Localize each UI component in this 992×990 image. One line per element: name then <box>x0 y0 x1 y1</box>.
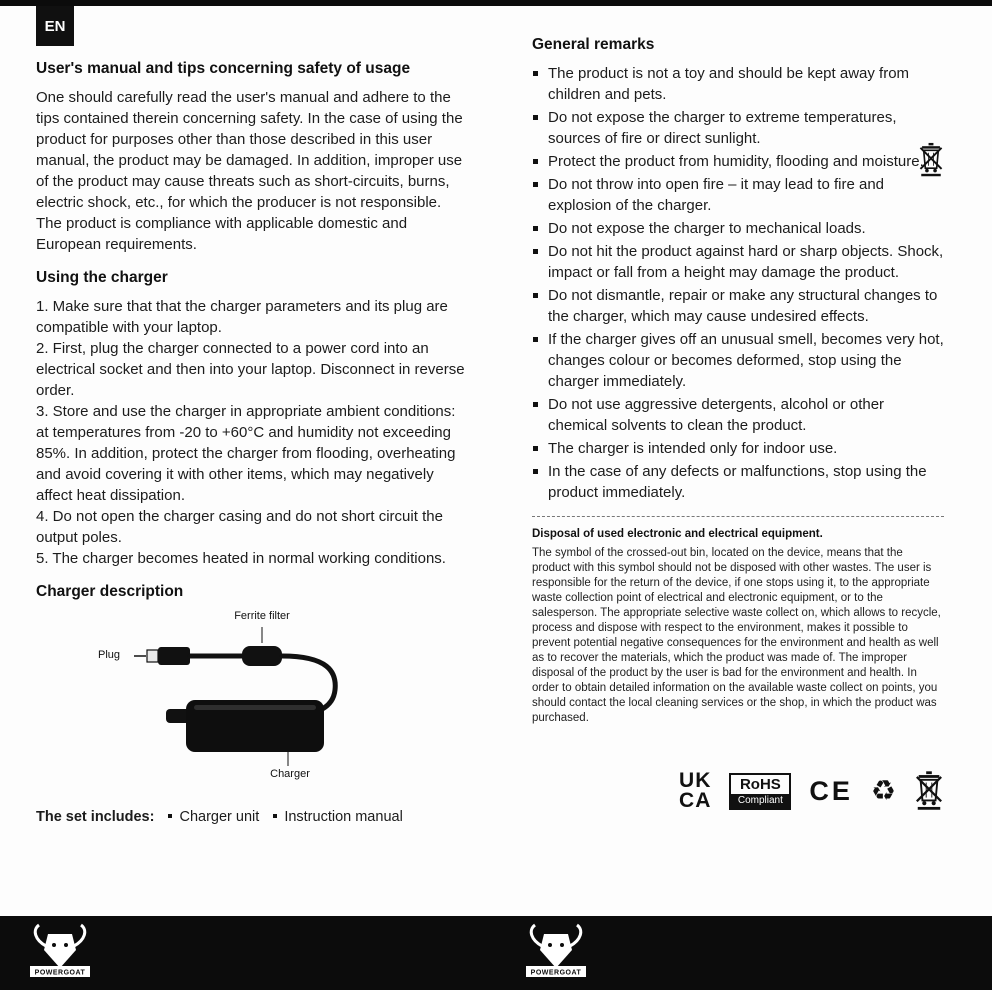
remark-item: If the charger gives off an unusual smell, becomes very hot, changes colour or becomes deformed, stop using the charger immediately. <box>532 329 944 392</box>
charger-diagram <box>36 610 468 795</box>
using-step-5: 5. The charger becomes heated in normal working conditions. <box>36 550 446 567</box>
remark-item: The product is not a toy and should be kept away from children and pets. <box>532 63 944 105</box>
remark-item: Do not hit the product against hard or sharp objects. Shock, impact or fall from a height may damage the product. <box>532 241 944 283</box>
using-step-1: 1. Make sure that that the charger parameters and its plug are compatible with your laptop. <box>36 298 448 336</box>
using-charger-heading: Using the charger <box>36 269 168 286</box>
remark-item: In the case of any defects or malfunctions, stop using the product immediately. <box>532 461 944 503</box>
left-column <box>36 60 468 825</box>
ukca-mark <box>679 771 711 811</box>
disposal-body: The symbol of the crossed-out bin, located on the device, means that the product with this symbol should not be disposed with other wastes. The user is responsible for the return of the device, if one stops using it, to the appropriate waste collection point of electrical and electronic equipment, or to the salesperson. The appropriate selective waste collect on, which allows to recycle, process and dispose with respect to the environment, makes it possible to prevent potential negative consequences for the environment and health as well as to recover the materials, which the product was made of. The improper disposal of the product by the user is bad for the environment and health. In order to obtain detailed information on the available waste collect on points, you should contact the local cleaning services or the shop, in which the product was purchased. <box>532 547 941 724</box>
powergoat-wordmark: POWERGOAT <box>34 969 86 977</box>
remark-item: Do not throw into open fire – it may lead to fire and explosion of the charger. <box>532 174 944 216</box>
remark-item: Do not dismantle, repair or make any structural changes to the charger, which may cause undesired effects. <box>532 285 944 327</box>
compliance-marks-row <box>532 770 944 812</box>
set-item-instruction-manual: Instruction manual <box>284 809 403 825</box>
plug-label: Plug <box>98 649 121 661</box>
disposal-heading: Disposal of used electronic and electrical equipment. <box>532 528 823 540</box>
ukca-bottom-text: CA <box>679 789 712 812</box>
safety-section-heading: User's manual and tips concerning safety of usage <box>36 60 411 77</box>
powergoat-logo <box>524 922 588 982</box>
scan-top-edge <box>0 0 992 6</box>
rohs-mark <box>729 773 791 810</box>
using-step-2: 2. First, plug the charger connected to a power cord into an electrical socket and then into your laptop. Disconnect in reverse order. <box>36 340 465 399</box>
square-bullet-icon <box>168 814 172 818</box>
rohs-compliant-label: Compliant <box>731 794 789 808</box>
general-remarks-list <box>532 63 944 503</box>
ukca-top-text: UK <box>679 769 712 793</box>
dashed-divider <box>532 516 944 517</box>
set-item-charger-unit: Charger unit <box>179 809 260 825</box>
square-bullet-icon <box>273 814 277 818</box>
weee-crossed-bin-icon <box>918 142 944 178</box>
using-step-3: 3. Store and use the charger in appropriate ambient conditions: at temperatures from -20 to +60°C and humidity not exceeding 85%. In addition, protect the charger from flooding, overheating and avoid covering it with other items, which may negatively affect heat dissipation. <box>36 403 456 504</box>
bottom-brand-band <box>0 916 992 990</box>
charger-diagram-drawing <box>36 610 468 795</box>
remark-item: Do not expose the charger to mechanical loads. <box>532 218 944 239</box>
remark-item: Protect the product from humidity, flooding and moisture. <box>532 151 944 172</box>
ferrite-filter-label: Ferrite filter <box>234 610 290 622</box>
powergoat-wordmark: POWERGOAT <box>530 969 582 977</box>
safety-section-body: One should carefully read the user's manual and adhere to the tips contained therein concerning safety. In the case of using the product for purposes other than those described in this user manual, the product may be damaged. In addition, improper use of the product may cause threats such as short-circuits, burns, electric shock, etc., for which the producer is not responsible. The product is compliance with applicable domestic and European requirements. <box>36 89 463 253</box>
remark-item: Do not expose the charger to extreme temperatures, sources of fire or direct sunlight. <box>532 107 944 149</box>
general-remarks-heading: General remarks <box>532 36 655 53</box>
charger-description-heading: Charger description <box>36 583 184 600</box>
powergoat-logo <box>28 922 92 982</box>
set-includes-label: The set includes: <box>36 809 155 825</box>
remark-item: Do not use aggressive detergents, alcohol or other chemical solvents to clean the product. <box>532 394 944 436</box>
set-includes-line <box>36 809 468 825</box>
language-badge: EN <box>36 6 74 46</box>
rohs-label: RoHS <box>739 775 781 793</box>
right-column <box>532 36 944 812</box>
remark-item: The charger is intended only for indoor use. <box>532 438 944 459</box>
weee-crossed-bin-icon <box>914 770 944 812</box>
ce-mark: CE <box>809 775 853 806</box>
using-step-4: 4. Do not open the charger casing and do not short circuit the output poles. <box>36 508 443 546</box>
charger-label: Charger <box>270 768 310 780</box>
recycling-icon: ♻ <box>870 775 896 806</box>
